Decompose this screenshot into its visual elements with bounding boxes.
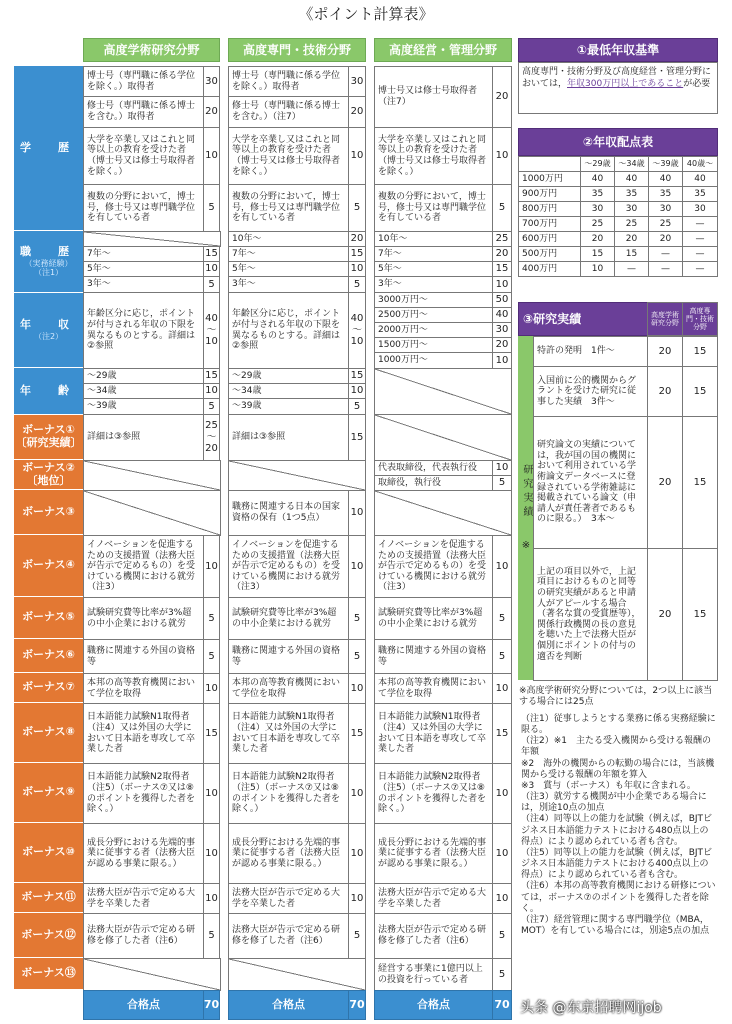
- c3-car1: 10年～: [374, 231, 493, 247]
- box2-points-cell: 30: [682, 201, 718, 217]
- c3-edu3-points: 10: [492, 127, 512, 185]
- c1-b7: 本邦の高等教育機関において学位を取得: [83, 673, 204, 704]
- box2-points-cell: 35: [648, 186, 683, 202]
- c2-b11-points: 10: [348, 883, 366, 914]
- c2-income: 年齢区分に応じ，ポイントが付与される年収の下限を異なるものとする。詳細は②参照: [228, 292, 349, 369]
- c1-b1: 詳細は③参照: [83, 414, 204, 461]
- c3-inc4-points: 20: [492, 337, 512, 353]
- c2-edu1-points: 30: [348, 66, 366, 97]
- note-item: （注7）経営管理に関する専門職学位（MBA，MOT）を有している場合には，別途5点の加点: [521, 914, 710, 936]
- box2-points-cell: —: [682, 261, 718, 277]
- row-label-bonus6: ボーナス⑥: [14, 639, 83, 673]
- c3-car3: 5年～: [374, 261, 493, 277]
- row-label-income: 年 収 （注2）: [14, 293, 83, 368]
- box2-age-header: ～29歳: [580, 156, 615, 172]
- c3-edu4-points: 5: [492, 184, 512, 232]
- row-label-bonus11: ボーナス⑪: [14, 883, 83, 913]
- note-item: ※2 海外の機関からの転勤の場合には，当該機関から受ける報酬の年額を算入: [521, 758, 715, 780]
- box2-points-cell: 20: [580, 231, 615, 247]
- c1-age2-points: 10: [203, 383, 220, 399]
- box2-income-cell: 1000万円: [518, 171, 581, 187]
- c2-b9-points: 10: [348, 763, 366, 824]
- c1-edu1-points: 30: [203, 66, 220, 97]
- c1-car2: 5年～: [83, 261, 204, 277]
- c3-total-points: 70: [492, 990, 512, 1020]
- box2-points-cell: 20: [614, 231, 649, 247]
- c2-edu4-points: 5: [348, 184, 366, 232]
- c3-inc3-points: 30: [492, 322, 512, 338]
- column-header-technical: 高度専門・技術分野: [228, 38, 366, 62]
- c2-age1: ～29歳: [228, 368, 349, 384]
- c1-car1-points: 15: [203, 246, 220, 262]
- c1-b10-points: 10: [203, 823, 220, 884]
- box2-points-cell: 20: [648, 231, 683, 247]
- c3-total-label: 合格点: [374, 990, 493, 1020]
- c2-total-points: 70: [348, 990, 366, 1020]
- c2-b10-points: 10: [348, 823, 366, 884]
- c3-inc1: 3000万円～: [374, 292, 493, 308]
- c1-edu2: 修士号（専門職に係る博士を含む。）取得者: [83, 96, 204, 128]
- c2-edu3: 大学を卒業し又はこれと同等以上の教育を受けた者（博士号又は修士号取得者を除く。）: [228, 127, 349, 185]
- c1-total-points: 70: [203, 990, 220, 1020]
- c2-age1-points: 15: [348, 368, 366, 384]
- c2-car4: 3年～: [228, 276, 349, 293]
- c2-b12-points: 5: [348, 913, 366, 959]
- c1-b5: 試験研究費等比率が3%超の中小企業における就労: [83, 597, 204, 640]
- c1-b13-empty: [83, 958, 221, 991]
- c3-b12-points: 5: [492, 913, 512, 959]
- box2-title: ②年収配点表: [518, 128, 718, 156]
- box3-item-points-technical: 15: [682, 548, 718, 681]
- c3-b5: 試験研究費等比率が3%超の中小企業における就労: [374, 597, 493, 640]
- box2-points-cell: 15: [580, 246, 615, 262]
- c2-b7: 本邦の高等教育機関において学位を取得: [228, 673, 349, 704]
- c2-b2-empty: [228, 460, 366, 491]
- c1-age3: ～39歳: [83, 398, 204, 415]
- row-label-bonus5: ボーナス⑤: [14, 597, 83, 639]
- c3-b12: 法務大臣が告示で定める研修を修了した者（注6）: [374, 913, 493, 959]
- column-header-management: 高度経営・管理分野: [374, 38, 512, 62]
- box3-item-points-technical: 15: [682, 336, 718, 367]
- c3-b8-points: 15: [492, 703, 512, 764]
- c1-b8-points: 15: [203, 703, 220, 764]
- c2-car1: 10年～: [228, 231, 349, 247]
- c3-b11: 法務大臣が告示で定める大学を卒業した者: [374, 883, 493, 914]
- c1-b10: 成長分野における先端的事業に従事する者（法務大臣が認める事業に限る。）: [83, 823, 204, 884]
- c2-age2-points: 10: [348, 383, 366, 399]
- c3-b8: 日本語能力試験N1取得者（注4）又は外国の大学において日本語を専攻して卒業した者: [374, 703, 493, 764]
- c1-b7-points: 10: [203, 673, 220, 704]
- c1-age2: ～34歳: [83, 383, 204, 399]
- box2-age-header: ～39歳: [648, 156, 683, 172]
- c2-b7-points: 10: [348, 673, 366, 704]
- c2-edu4: 複数の分野において，博士号，修士号又は専門職学位を有している者: [228, 184, 349, 232]
- c3-car1-points: 25: [492, 231, 512, 247]
- note-item: （注6）本邦の高等教育機関における研修については，ボーナス⑦のポイントを獲得した者を除く。: [521, 881, 716, 914]
- c2-b5: 試験研究費等比率が3%超の中小企業における就労: [228, 597, 349, 640]
- c2-b8: 日本語能力試験N1取得者（注4）又は外国の大学において日本語を専攻して卒業した者: [228, 703, 349, 764]
- box2-points-cell: —: [682, 231, 718, 247]
- row-label-bonus9: ボーナス⑨: [14, 763, 83, 823]
- c3-b9-points: 10: [492, 763, 512, 824]
- c2-total-label: 合格点: [228, 990, 349, 1020]
- c3-b4-points: 10: [492, 535, 512, 598]
- box2-income-cell: 400万円: [518, 261, 581, 277]
- c3-b10: 成長分野における先端的事業に従事する者（法務大臣が認める事業に限る。）: [374, 823, 493, 884]
- box2-points-cell: —: [614, 261, 649, 277]
- box2-points-cell: 30: [580, 201, 615, 217]
- c1-age3-points: 5: [203, 398, 220, 415]
- note-item: （注5）同等以上の能力を試験（例えば，BJTビジネス日本語能力テストにおける400点以上の得点）により認められている者も含む。: [521, 847, 713, 881]
- c2-car3-points: 10: [348, 261, 366, 277]
- box3-footnote: ※高度学術研究分野については，2つ以上に該当する場合には25点: [519, 686, 713, 708]
- c3-b3-empty: [374, 490, 512, 536]
- box2-points-cell: 15: [614, 246, 649, 262]
- c1-b12-points: 5: [203, 913, 220, 959]
- box2-points-cell: 35: [580, 186, 615, 202]
- box3-title: ③研究実績: [518, 302, 648, 336]
- box3-item-text: 入国前に公的機関からグラントを受けた研究に従事した実績 3件～: [533, 366, 648, 417]
- note-item: （注4）同等以上の能力を試験（例えば，BJTビジネス日本語能力テストにおける480点以上の得点）により認められている者も含む。: [521, 814, 713, 847]
- row-label-bonus8: ボーナス⑧: [14, 703, 83, 763]
- box2-income-cell: 500万円: [518, 246, 581, 262]
- row-label-bonus1: ボーナス① 〔研究実績〕: [14, 415, 83, 460]
- c3-b9: 日本語能力試験N2取得者（注5）（ボーナス⑦又は⑧のポイントを獲得した者を除く。）: [374, 763, 493, 824]
- c2-car2-points: 15: [348, 246, 366, 262]
- c2-edu2-points: 20: [348, 96, 366, 128]
- box3-header-technical: 高度専門・技術分野: [682, 302, 718, 336]
- row-label-bonus7: ボーナス⑦: [14, 673, 83, 703]
- c1-b11-points: 10: [203, 883, 220, 914]
- box2-points-cell: 40: [682, 171, 718, 187]
- c1-b12: 法務大臣が告示で定める研修を修了した者（注6）: [83, 913, 204, 959]
- box3-item-text: 特許の発明 1件～: [533, 336, 648, 367]
- c1-income: 年齢区分に応じ，ポイントが付与される年収の下限を異なるものとする。詳細は②参照: [83, 292, 204, 369]
- c2-b11: 法務大臣が告示で定める大学を卒業した者: [228, 883, 349, 914]
- box1-body: 高度専門・技術分野及び高度経営・管理分野においては，年収300万円以上であることが必要: [518, 62, 718, 114]
- c1-b1-points: 25 ～ 20: [203, 414, 220, 461]
- row-label-bonus2: ボーナス② 〔地位〕: [14, 460, 83, 490]
- c3-inc4: 1500万円～: [374, 337, 493, 353]
- c1-age1-points: 15: [203, 368, 220, 384]
- c3-b7-points: 10: [492, 673, 512, 704]
- row-label-bonus12: ボーナス⑫: [14, 913, 83, 958]
- box2-points-cell: —: [648, 261, 683, 277]
- box3-item-points-academic: 20: [647, 416, 683, 549]
- box2-income-cell: 600万円: [518, 231, 581, 247]
- c3-inc2: 2500万円～: [374, 307, 493, 323]
- box3-item-points-academic: 20: [647, 548, 683, 681]
- c3-inc5: 1000万円～: [374, 352, 493, 369]
- c1-career-empty: [83, 231, 221, 247]
- c3-inc1-points: 50: [492, 292, 512, 308]
- c2-b6: 職務に関連する外国の資格等: [228, 639, 349, 674]
- c3-b11-points: 10: [492, 883, 512, 914]
- row-label-bonus13: ボーナス⑬: [14, 958, 83, 990]
- c3-b1-empty: [374, 414, 512, 461]
- c3-b7: 本邦の高等教育機関において学位を取得: [374, 673, 493, 704]
- c1-car3-points: 5: [203, 276, 220, 293]
- c2-edu1: 博士号（専門職に係る学位を除く。）取得者: [228, 66, 349, 97]
- box3-header-academic: 高度学術研究分野: [647, 302, 683, 336]
- column-header-academic: 高度学術研究分野: [83, 38, 220, 62]
- c3-b2a: 代表取締役，代表執行役: [374, 460, 493, 476]
- c1-b3-empty: [83, 490, 221, 536]
- c2-edu2: 修士号（専門職に係る博士を含む。）（注7）: [228, 96, 349, 128]
- c2-b8-points: 15: [348, 703, 366, 764]
- c3-edu1: 博士号又は修士号取得者（注7）: [374, 66, 493, 128]
- page-title: 《ポイント計算表》: [298, 5, 434, 23]
- c2-b1: 詳細は③参照: [228, 414, 349, 461]
- box2-corner: [518, 156, 581, 172]
- c2-b3: 職務に関連する日本の国家資格の保有（1つ5点）: [228, 490, 349, 536]
- c3-car4-points: 10: [492, 276, 512, 293]
- box2-points-cell: 25: [580, 216, 615, 232]
- c2-b3-points: 10: [348, 490, 366, 536]
- c2-b4: イノベーションを促進するための支援措置（法務大臣が告示で定めるもの）を受けている機関における就労（注3）: [228, 535, 349, 598]
- c2-age3-points: 5: [348, 398, 366, 415]
- c3-b13-points: 5: [492, 958, 512, 991]
- c2-b6-points: 5: [348, 639, 366, 674]
- c2-b10: 成長分野における先端的事業に従事する者（法務大臣が認める事業に限る。）: [228, 823, 349, 884]
- c1-b8: 日本語能力試験N1取得者（注4）又は外国の大学において日本語を専攻して卒業した者: [83, 703, 204, 764]
- row-label-career: 職 歴 （実務経験） （注1）: [14, 231, 83, 293]
- row-label-age: 年 齢: [14, 368, 83, 415]
- c3-car3-points: 15: [492, 261, 512, 277]
- c1-b11: 法務大臣が告示で定める大学を卒業した者: [83, 883, 204, 914]
- box2-age-header: ～34歳: [614, 156, 649, 172]
- c3-edu4: 複数の分野において，博士号，修士号又は専門職学位を有している者: [374, 184, 493, 232]
- c3-b2b-points: 5: [492, 475, 512, 491]
- box3-item-text: 研究論文の実績については，我が国の国の機関において利用されている学術論文データベースに登録されている学術雑誌に掲載されている論文（申請人が責任著者であるものに限る。） 3本～: [533, 416, 648, 549]
- box3-item-text: 上記の項目以外で，上記項目におけるものと同等の研究実績があると申請人がアピールする場合（著名な賞の受賞歴等），関係行政機関の長の意見を聴いた上で法務大臣が個別にポイントの付与の適否を判断: [533, 548, 648, 681]
- c3-edu3: 大学を卒業し又はこれと同等以上の教育を受けた者（博士号又は修士号取得者を除く。）: [374, 127, 493, 185]
- box2-points-cell: —: [682, 246, 718, 262]
- box2-income-cell: 900万円: [518, 186, 581, 202]
- c1-b4-points: 10: [203, 535, 220, 598]
- box2-points-cell: 35: [614, 186, 649, 202]
- c1-b4: イノベーションを促進するための支援措置（法務大臣が告示で定めるもの）を受けている機関における就労（注3）: [83, 535, 204, 598]
- c1-edu1: 博士号（専門職に係る学位を除く。）取得者: [83, 66, 204, 97]
- c1-b6-points: 5: [203, 639, 220, 674]
- c2-b4-points: 10: [348, 535, 366, 598]
- box3-item-points-academic: 20: [647, 366, 683, 417]
- c1-income-points: 40 ～ 10: [203, 292, 220, 369]
- c2-b1-points: 15: [348, 414, 366, 461]
- box2-points-cell: 25: [614, 216, 649, 232]
- row-label-bonus4: ボーナス④: [14, 535, 83, 597]
- c2-b13-empty: [228, 958, 366, 991]
- c1-car2-points: 10: [203, 261, 220, 277]
- c1-car3: 3年～: [83, 276, 204, 293]
- c1-age1: ～29歳: [83, 368, 204, 384]
- c3-b10-points: 10: [492, 823, 512, 884]
- c2-car1-points: 20: [348, 231, 366, 247]
- box1-title: ①最低年収基準: [518, 38, 718, 62]
- box3-item-points-academic: 20: [647, 336, 683, 367]
- c1-edu3-points: 10: [203, 127, 220, 185]
- note-item: （注3）就労する機関が中小企業である場合には，別途10点の加点: [521, 792, 707, 814]
- c1-car1: 7年～: [83, 246, 204, 262]
- c3-car4: 3年～: [374, 276, 493, 293]
- c3-edu1-points: 20: [492, 66, 512, 128]
- c1-b2-empty: [83, 460, 221, 491]
- c1-edu4-points: 5: [203, 184, 220, 232]
- c3-b4: イノベーションを促進するための支援措置（法務大臣が告示で定めるもの）を受けている機関における就労（注3）: [374, 535, 493, 598]
- c2-car2: 7年～: [228, 246, 349, 262]
- c3-b6-points: 5: [492, 639, 512, 674]
- c1-total-label: 合格点: [83, 990, 204, 1020]
- box2-points-cell: 10: [580, 261, 615, 277]
- note-item: （注2）※1 主たる受入機関から受ける報酬の年額: [521, 736, 711, 758]
- box2-points-cell: 30: [648, 201, 683, 217]
- c2-car3: 5年～: [228, 261, 349, 277]
- c2-age2: ～34歳: [228, 383, 349, 399]
- c3-b2b: 取締役，執行役: [374, 475, 493, 491]
- box2-points-cell: 30: [614, 201, 649, 217]
- c2-b12: 法務大臣が告示で定める研修を修了した者（注6）: [228, 913, 349, 959]
- notes: [521, 714, 717, 937]
- c2-b9: 日本語能力試験N2取得者（注5）（ボーナス⑦又は⑧のポイントを獲得した者を除く。）: [228, 763, 349, 824]
- c1-b5-points: 5: [203, 597, 220, 640]
- box3-item-points-technical: 15: [682, 416, 718, 549]
- c3-b2a-points: 10: [492, 460, 512, 476]
- c2-income-points: 40 ～ 10: [348, 292, 366, 369]
- box2-points-cell: 25: [648, 216, 683, 232]
- box2-income-cell: 700万円: [518, 216, 581, 232]
- c3-inc5-points: 10: [492, 352, 512, 369]
- c3-inc3: 2000万円～: [374, 322, 493, 338]
- box2-age-header: 40歳～: [682, 156, 718, 172]
- c3-b5-points: 5: [492, 597, 512, 640]
- c3-inc2-points: 40: [492, 307, 512, 323]
- note-item: ※3 賞与（ボーナス）も年収に含まれる。: [521, 780, 696, 791]
- box2-points-cell: 40: [648, 171, 683, 187]
- box2-income-cell: 800万円: [518, 201, 581, 217]
- c1-edu3: 大学を卒業し又はこれと同等以上の教育を受けた者（博士号又は修士号取得者を除く。）: [83, 127, 204, 185]
- box3-item-points-technical: 15: [682, 366, 718, 417]
- c2-b5-points: 5: [348, 597, 366, 640]
- row-label-bonus3: ボーナス③: [14, 490, 83, 535]
- c3-b13: 経営する事業に1億円以上の投資を行っている者: [374, 958, 493, 991]
- row-label-bonus10: ボーナス⑩: [14, 823, 83, 883]
- c3-car2-points: 20: [492, 246, 512, 262]
- note-item: （注1）従事しようとする業務に係る実務経験に限る。: [521, 714, 716, 736]
- c3-b6: 職務に関連する外国の資格等: [374, 639, 493, 674]
- c2-edu3-points: 10: [348, 127, 366, 185]
- c1-edu2-points: 20: [203, 96, 220, 128]
- box2-points-cell: 40: [580, 171, 615, 187]
- c1-b9: 日本語能力試験N2取得者（注5）（ボーナス⑦又は⑧のポイントを獲得した者を除く。）: [83, 763, 204, 824]
- box2-points-cell: 35: [682, 186, 718, 202]
- c1-b9-points: 10: [203, 763, 220, 824]
- c2-car4-points: 5: [348, 276, 366, 293]
- box2-points-cell: 40: [614, 171, 649, 187]
- c1-edu4: 複数の分野において，博士号，修士号又は専門職学位を有している者: [83, 184, 204, 232]
- box2-points-cell: —: [648, 246, 683, 262]
- c1-b6: 職務に関連する外国の資格等: [83, 639, 204, 674]
- c3-age-empty: [374, 368, 512, 415]
- row-label-education: 学 歴: [14, 66, 83, 231]
- c2-age3: ～39歳: [228, 398, 349, 415]
- box2-points-cell: —: [682, 216, 718, 232]
- c3-car2: 7年～: [374, 246, 493, 262]
- watermark: 头条 @东京招聘网ijob: [520, 1000, 662, 1016]
- box3-side-label: 研究実績 ※: [518, 336, 534, 680]
